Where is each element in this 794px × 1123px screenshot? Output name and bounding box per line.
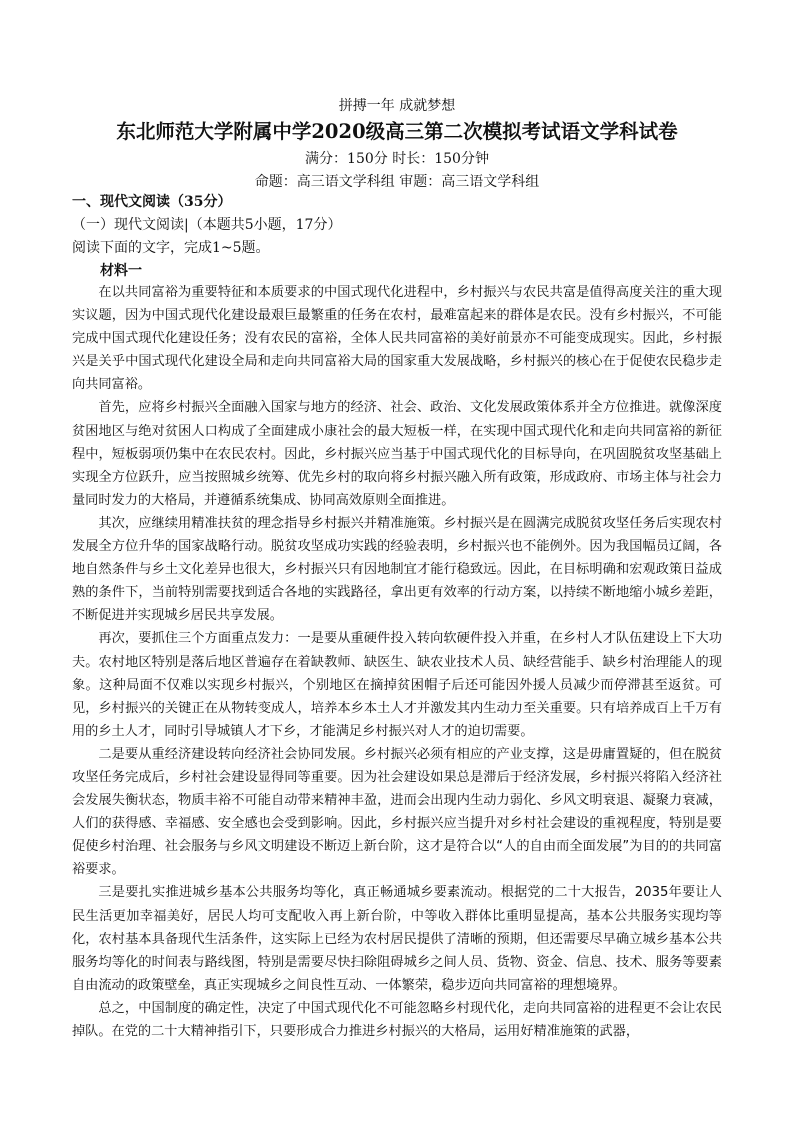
exam-title: 东北师范大学附属中学2020级高三第二次模拟考试语文学科试卷 [116,120,678,143]
paragraph-5: 二是要从重经济建设转向经济社会协同发展。乡村振兴必须有相应的产业支撑，这是毋庸置疑的，但在脱贫攻坚任务完成后，乡村社会建设显得同等重要。因为社会建设如果总是滞后于经济发展，乡村振兴将陷入经济社会发展失衡状态，物质丰裕不可能自动带来精神丰盈，进而会出现内生动力弱化、乡风文明衰退、凝聚力衰减，人们的获得感、幸福感、安全感也会受到影响。因此，乡村振兴应当提升对乡村社会建设的重视程度，特别是要促使乡村治理、社会服务与乡风文明建设不断迈上新台阶，这才是符合以“人的自由而全面发展”为目的的共同富裕要求。 [72,746,722,878]
paragraph-3: 其次，应继续用精准扶贫的理念指导乡村振兴并精准施策。乡村振兴是在圆满完成脱贫攻坚任务后实现农村发展全方位升华的国家战略行动。脱贫攻坚成功实践的经验表明，乡村振兴也不能例外。因为我国幅员辽阔，各地自然条件与乡土文化差异也很大，乡村振兴只有因地制宜才能行稳致远。因此，在目标明确和宏观政策日益成熟的条件下，当前特别需要找到适合各地的实践路径，拿出更有效率的行动方案，以持续不断地缩小城乡差距，不断促进并实现城乡居民共享发展。 [72,515,722,624]
score-time-info: 满分：150分 时长：150分钟 [305,151,489,167]
material-label: 材料一 [100,263,142,279]
paragraph-7: 总之，中国制度的确定性，决定了中国式现代化不可能忽略乡村现代化，走向共同富裕的进程更不会让农民掉队。在党的二十大精神指引下，只要形成合力推进乡村振兴的大格局，运用好精准施策的武器， [72,1000,722,1039]
author-info: 命题：高三语文学科组 审题：高三语文学科组 [254,174,540,190]
paragraph-6: 三是要扎实推进城乡基本公共服务均等化，真正畅通城乡要素流动。根据党的二十大报告，2035年要让人民生活更加幸福美好，居民人均可支配收入再上新台阶，中等收入群体比重明显提高，基本公共服务实现均等化，农村基本具备现代生活条件，这实际上已经为农村居民提供了清晰的预期，但还需要尽早确立城乡基本公共服务均等化的时间表与路线图，特别是需要尽快扫除阻碍城乡之间人员、货物、资金、信息、技术、服务等要素自由流动的政策壁垒，真正实现城乡之间良性互动、一体繁荣，稳步迈向共同富裕的理想境界。 [72,885,722,993]
reading-instruction: 阅读下面的文字，完成1~5题。 [72,240,270,256]
motto: 拼搏一年 成就梦想 [338,98,456,114]
subsection-heading: （一）现代文阅读|（本题共5小题，17分） [72,217,342,233]
section-heading: 一、现代文阅读（35分） [72,194,232,210]
paragraph-1: 在以共同富裕为重要特征和本质要求的中国式现代化进程中，乡村振兴与农民共富是值得高度关注的重大现实议题，因为中国式现代化建设最艰巨最繁重的任务在农村，最难富起来的群体是农民。没有乡村振兴，不可能完成中国式现代化建设任务；没有农民的富裕，全体人民共同富裕的美好前景亦不可能变成现实。因此，乡村振兴是关乎中国式现代化建设全局和走向共同富裕大局的国家重大发展战略，乡村振兴的核心在于促使农民稳步走向共同富裕。 [72,285,722,393]
paragraph-2: 首先，应将乡村振兴全面融入国家与地方的经济、社会、政治、文化发展政策体系并全方位推进。就像深度贫困地区与绝对贫困人口构成了全面建成小康社会的最大短板一样，在实现中国式现代化和走向共同富裕的新征程中，短板弱项仍集中在农民农村。因此，乡村振兴应当基于中国式现代化的目标导向，在巩固脱贫攻坚基础上实现全方位跃升，应当按照城乡统筹、优先乡村的取向将乡村振兴融入所有政策，形成政府、市场主体与社会力量同时发力的大格局，并遵循系统集成、协同高效原则全面推进。 [72,400,722,508]
paragraph-4: 再次，要抓住三个方面重点发力：一是要从重硬件投入转向软硬件投入并重，在乡村人才队伍建设上下大功夫。农村地区特别是落后地区普遍存在着缺教师、缺医生、缺农业技术人员、缺经营能手、缺乡村治理能人的现象。这种局面不仅难以实现乡村振兴，个别地区在摘掉贫困帽子后还可能因外援人员减少而停滞甚至返贫。可见，乡村振兴的关键正在从物转变成人，培养本乡本土人才并激发其内生动力至关重要。只有培养成百上千万有用的乡土人才，同时引导城镇人才下乡，才能满足乡村振兴对人才的迫切需要。 [72,631,722,739]
passage-body [72,281,722,1043]
